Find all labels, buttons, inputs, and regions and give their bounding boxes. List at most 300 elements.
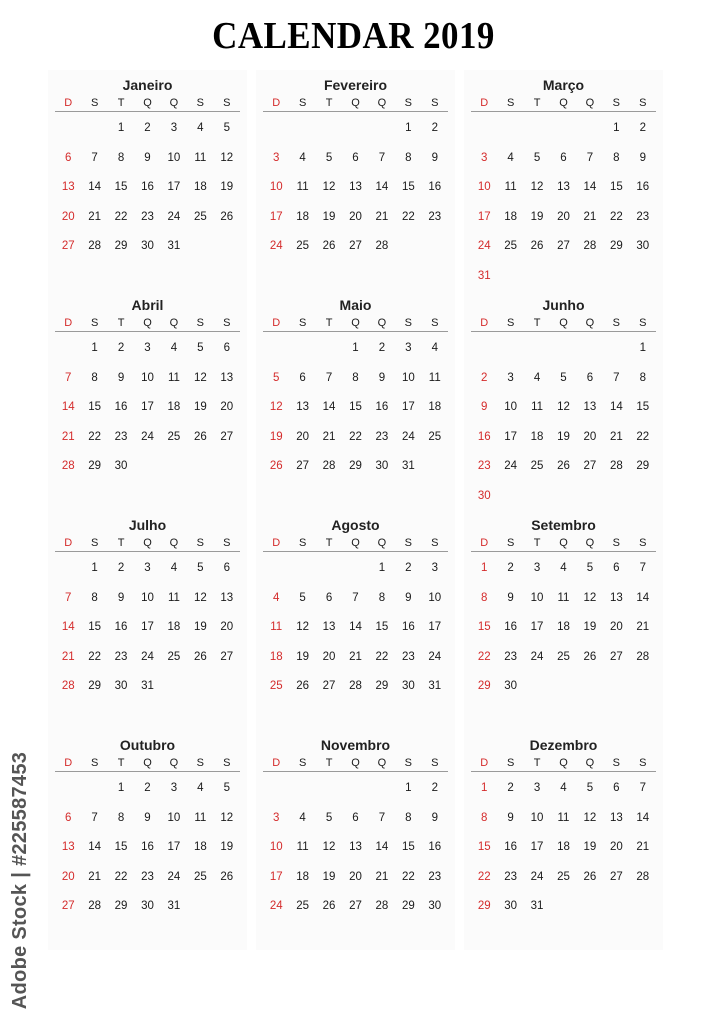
weekday-label: Q (585, 317, 595, 329)
week-row (471, 452, 656, 482)
day-cell: 17 (269, 210, 283, 223)
weekday-label: S (196, 537, 205, 549)
day-cell: 28 (61, 680, 75, 692)
day-cell: 21 (88, 210, 102, 223)
day-cell: 1 (352, 342, 359, 354)
day-cell: 2 (507, 562, 514, 574)
day-cell: 5 (586, 562, 594, 574)
day-cell: 7 (586, 151, 594, 164)
weekday-label: S (196, 97, 205, 109)
week-row (55, 672, 240, 702)
day-cell: 23 (636, 210, 650, 223)
day-cell: 27 (296, 460, 310, 472)
day-cell: 20 (609, 621, 623, 633)
day-cell: 18 (193, 841, 207, 853)
empty-cell (55, 334, 81, 364)
week-row (263, 114, 448, 144)
day-cell: 17 (401, 401, 415, 413)
day-cell: 28 (636, 650, 650, 663)
day-cell: 9 (378, 371, 386, 384)
day-cell: 17 (428, 621, 442, 633)
day-cell: 27 (349, 240, 362, 252)
day-cell: 30 (141, 900, 154, 912)
day-cell: 14 (322, 401, 336, 413)
empty-cell (550, 114, 576, 144)
day-cell: 24 (401, 430, 415, 443)
day-cell: 13 (322, 621, 336, 633)
weekday-label: D (272, 317, 281, 329)
day-cell: 30 (504, 900, 518, 912)
weekday-label: D (480, 537, 489, 549)
day-cell: 18 (167, 401, 181, 413)
week-row (471, 203, 656, 233)
empty-cell (577, 334, 603, 364)
day-cell: 21 (349, 650, 362, 663)
day-cell: 27 (609, 870, 623, 883)
weekday-label: T (117, 317, 125, 329)
day-cell: 22 (636, 430, 650, 443)
day-cell: 29 (114, 900, 128, 912)
week-row (471, 232, 656, 262)
weekday-label: T (533, 97, 541, 109)
week-row (471, 334, 656, 364)
day-cell: 29 (636, 460, 650, 472)
day-cell: 17 (504, 430, 518, 443)
weekday-label: S (431, 97, 439, 109)
day-cell: 23 (428, 870, 442, 883)
day-cell: 13 (220, 371, 234, 384)
week-row (55, 892, 240, 922)
day-cell: 8 (117, 811, 125, 824)
day-cell: 26 (296, 680, 310, 692)
day-cell: 22 (609, 210, 623, 223)
week-row (471, 554, 656, 584)
weekday-label: Q (585, 97, 595, 109)
day-cell: 3 (144, 562, 151, 574)
day-cell: 25 (193, 210, 207, 223)
weekday-label: S (431, 317, 439, 329)
day-cell: 13 (349, 841, 362, 853)
month-name: Junho (542, 297, 585, 313)
weekday-header (263, 535, 448, 552)
day-cell: 14 (636, 591, 650, 604)
day-cell: 9 (431, 811, 438, 824)
week-row (55, 114, 240, 144)
day-cell: 5 (197, 562, 204, 574)
day-cell: 20 (61, 870, 75, 883)
day-cell: 30 (477, 489, 491, 502)
day-cell: 30 (401, 680, 415, 692)
day-cell: 2 (507, 782, 514, 794)
empty-cell (497, 334, 523, 364)
weekday-label: S (506, 317, 515, 329)
day-cell: 21 (636, 841, 650, 853)
day-cell: 18 (296, 870, 310, 883)
day-cell: 20 (557, 210, 570, 223)
day-cell: 4 (560, 562, 567, 574)
day-cell: 27 (349, 900, 362, 912)
day-cell: 24 (167, 870, 181, 883)
day-cell: 3 (170, 122, 178, 134)
day-cell: 3 (533, 782, 541, 794)
day-cell: 28 (375, 900, 389, 912)
day-cell: 16 (504, 841, 518, 853)
week-row (263, 203, 448, 233)
day-cell: 1 (378, 562, 386, 574)
day-cell: 1 (481, 562, 488, 574)
day-cell: 3 (507, 371, 514, 384)
day-cell: 22 (88, 650, 102, 663)
day-cell: 7 (639, 782, 646, 794)
day-cell: 31 (530, 900, 544, 912)
day-cell: 17 (477, 210, 491, 223)
day-cell: 6 (65, 811, 72, 824)
week-row (471, 672, 656, 702)
weekday-label: D (480, 317, 489, 329)
day-cell: 21 (583, 210, 597, 223)
day-cell: 10 (428, 591, 442, 604)
weekday-label: Q (143, 537, 152, 549)
weekday-label: Q (559, 317, 568, 329)
day-cell: 17 (141, 401, 154, 413)
weekday-label: S (298, 97, 307, 109)
day-cell: 29 (349, 460, 362, 472)
weekday-label: S (404, 757, 413, 769)
day-cell: 12 (296, 621, 310, 633)
day-cell: 17 (141, 621, 154, 633)
weekday-label: S (196, 317, 205, 329)
day-cell: 5 (560, 371, 567, 384)
day-cell: 18 (428, 401, 442, 413)
day-cell: 7 (613, 371, 620, 384)
week-row (471, 482, 656, 512)
weekday-label: D (272, 97, 281, 109)
day-cell: 5 (325, 151, 333, 164)
weekday-label: S (223, 97, 231, 109)
day-cell: 17 (530, 841, 544, 853)
day-cell: 19 (322, 210, 336, 223)
weekday-label: S (90, 537, 99, 549)
day-cell: 19 (296, 650, 310, 663)
day-cell: 6 (325, 591, 333, 604)
weekday-header (55, 755, 240, 772)
day-cell: 22 (349, 430, 362, 443)
weekday-label: S (223, 317, 231, 329)
day-cell: 7 (91, 151, 98, 164)
week-row (263, 393, 448, 423)
day-cell: 8 (405, 811, 412, 824)
day-cell: 25 (504, 240, 518, 252)
day-cell: 1 (481, 782, 488, 794)
day-cell: 2 (144, 782, 151, 794)
day-cell: 8 (352, 371, 359, 384)
day-cell: 1 (613, 122, 620, 134)
day-cell: 7 (639, 562, 646, 574)
weekday-label: S (431, 537, 439, 549)
day-cell: 29 (401, 900, 415, 912)
empty-cell (289, 334, 315, 364)
month-dezembro (464, 730, 663, 950)
day-cell: 23 (375, 430, 389, 443)
day-cell: 11 (504, 181, 517, 193)
day-cell: 13 (220, 591, 234, 604)
day-cell: 3 (144, 342, 151, 354)
day-cell: 23 (504, 870, 518, 883)
weekday-label: S (506, 97, 515, 109)
day-cell: 11 (194, 811, 207, 824)
month-junho (464, 290, 663, 510)
day-cell: 15 (88, 621, 102, 633)
weekday-label: T (325, 97, 333, 109)
weekday-label: T (325, 537, 333, 549)
day-cell: 10 (401, 371, 415, 384)
day-cell: 6 (613, 562, 620, 574)
day-cell: 6 (223, 342, 230, 354)
day-cell: 15 (401, 181, 415, 193)
day-cell: 5 (273, 371, 280, 384)
week-row (55, 554, 240, 584)
day-cell: 31 (167, 900, 181, 912)
day-cell: 28 (636, 870, 650, 883)
day-cell: 4 (533, 371, 541, 384)
day-cell: 12 (322, 181, 336, 193)
day-cell: 11 (557, 591, 570, 604)
day-cell: 22 (401, 870, 415, 883)
day-cell: 12 (193, 371, 207, 384)
day-cell: 19 (583, 621, 597, 633)
day-cell: 18 (193, 181, 207, 193)
day-cell: 23 (504, 650, 518, 663)
day-cell: 15 (114, 181, 128, 193)
day-cell: 10 (141, 591, 154, 604)
day-cell: 18 (504, 210, 518, 223)
weekday-label: S (431, 757, 439, 769)
day-cell: 21 (61, 650, 75, 663)
day-cell: 2 (405, 562, 412, 574)
day-cell: 15 (114, 841, 128, 853)
day-cell: 22 (114, 870, 128, 883)
day-cell: 3 (481, 151, 488, 164)
weekday-label: S (90, 757, 99, 769)
weekday-label: S (298, 757, 307, 769)
day-cell: 13 (583, 401, 597, 413)
day-cell: 19 (269, 430, 283, 443)
weekday-label: S (506, 757, 515, 769)
day-cell: 26 (557, 460, 570, 472)
week-row (55, 833, 240, 863)
day-cell: 2 (639, 122, 646, 134)
empty-cell (81, 774, 107, 804)
day-cell: 4 (507, 151, 514, 164)
day-cell: 7 (378, 151, 386, 164)
day-cell: 23 (477, 460, 491, 472)
day-cell: 13 (349, 181, 362, 193)
day-cell: 14 (88, 841, 102, 853)
day-cell: 9 (639, 151, 646, 164)
week-row (55, 364, 240, 394)
week-row (471, 833, 656, 863)
weekday-label: Q (585, 757, 595, 769)
day-cell: 30 (375, 460, 389, 472)
month-name: Dezembro (529, 737, 598, 753)
weekday-header (471, 315, 656, 332)
day-cell: 3 (431, 562, 438, 574)
weekday-label: Q (169, 317, 179, 329)
day-cell: 25 (167, 650, 181, 663)
day-cell: 4 (431, 342, 438, 354)
empty-cell (316, 114, 342, 144)
day-cell: 16 (636, 181, 650, 193)
day-cell: 10 (530, 591, 544, 604)
day-cell: 8 (613, 151, 620, 164)
empty-cell (81, 114, 107, 144)
day-cell: 2 (144, 122, 151, 134)
week-row (55, 334, 240, 364)
week-row (55, 613, 240, 643)
day-cell: 15 (609, 181, 623, 193)
day-cell: 5 (223, 782, 230, 794)
day-cell: 20 (583, 430, 597, 443)
day-cell: 12 (530, 181, 544, 193)
weekday-label: Q (585, 537, 595, 549)
day-cell: 28 (583, 240, 597, 252)
weekday-label: T (117, 537, 125, 549)
day-cell: 9 (144, 151, 151, 164)
day-cell: 23 (114, 430, 128, 443)
day-cell: 4 (299, 811, 306, 824)
weekday-header (55, 535, 240, 552)
day-cell: 13 (61, 181, 75, 193)
day-cell: 25 (530, 460, 544, 472)
empty-cell (471, 334, 497, 364)
day-cell: 30 (428, 900, 442, 912)
empty-cell (497, 114, 523, 144)
day-cell: 21 (88, 870, 102, 883)
day-cell: 24 (141, 650, 154, 663)
month-name: Março (542, 77, 585, 93)
day-cell: 24 (167, 210, 181, 223)
day-cell: 18 (530, 430, 544, 443)
weekday-label: S (404, 537, 413, 549)
week-row (263, 173, 448, 203)
weekday-label: Q (559, 97, 568, 109)
empty-cell (263, 334, 289, 364)
day-cell: 26 (583, 650, 597, 663)
day-cell: 16 (141, 841, 154, 853)
day-cell: 22 (114, 210, 128, 223)
day-cell: 13 (557, 181, 570, 193)
day-cell: 4 (170, 342, 178, 354)
month-agosto (256, 510, 455, 730)
day-cell: 26 (193, 430, 207, 443)
weekday-label: S (639, 317, 647, 329)
day-cell: 19 (193, 621, 207, 633)
day-cell: 21 (609, 430, 623, 443)
month-maio (256, 290, 455, 510)
day-cell: 8 (378, 591, 386, 604)
week-row (263, 423, 448, 453)
week-row (55, 393, 240, 423)
weekday-label: T (533, 537, 541, 549)
day-cell: 20 (349, 870, 362, 883)
day-cell: 8 (117, 151, 125, 164)
empty-cell (524, 334, 550, 364)
day-cell: 24 (141, 430, 154, 443)
day-cell: 9 (117, 591, 125, 604)
weekday-label: S (612, 97, 621, 109)
day-cell: 30 (114, 680, 128, 692)
weekday-label: Q (559, 757, 568, 769)
day-cell: 5 (223, 122, 230, 134)
day-cell: 2 (431, 122, 438, 134)
day-cell: 27 (61, 900, 75, 912)
week-row (263, 584, 448, 614)
day-cell: 6 (299, 371, 306, 384)
day-cell: 25 (193, 870, 207, 883)
day-cell: 1 (639, 342, 646, 354)
week-row (471, 892, 656, 922)
day-cell: 24 (477, 240, 491, 252)
week-row (471, 262, 656, 292)
day-cell: 25 (557, 650, 570, 663)
day-cell: 2 (378, 342, 386, 354)
stock-watermark (6, 751, 36, 1009)
empty-cell (369, 114, 395, 144)
day-cell: 27 (220, 430, 234, 443)
week-row (263, 334, 448, 364)
day-cell: 23 (141, 210, 154, 223)
weekday-label: S (404, 97, 413, 109)
day-cell: 17 (269, 870, 283, 883)
weekday-label: Q (143, 97, 152, 109)
day-cell: 24 (269, 240, 283, 252)
weekday-label: Q (351, 317, 360, 329)
day-cell: 28 (609, 460, 623, 472)
day-cell: 15 (401, 841, 415, 853)
month-janeiro (48, 70, 247, 290)
day-cell: 13 (609, 811, 623, 824)
day-cell: 5 (586, 782, 594, 794)
week-row (471, 114, 656, 144)
weekday-header (471, 535, 656, 552)
day-cell: 23 (401, 650, 415, 663)
day-cell: 1 (91, 562, 98, 574)
day-cell: 24 (269, 900, 283, 912)
day-cell: 11 (194, 151, 207, 164)
day-cell: 13 (296, 401, 310, 413)
day-cell: 28 (61, 460, 75, 472)
weekday-label: Q (169, 537, 179, 549)
day-cell: 15 (636, 401, 650, 413)
day-cell: 25 (428, 430, 442, 443)
day-cell: 22 (88, 430, 102, 443)
weekday-label: Q (377, 317, 387, 329)
day-cell: 12 (220, 151, 234, 164)
day-cell: 29 (477, 680, 491, 692)
day-cell: 6 (352, 811, 359, 824)
day-cell: 17 (167, 181, 181, 193)
empty-cell (263, 114, 289, 144)
day-cell: 21 (636, 621, 650, 633)
day-cell: 7 (91, 811, 98, 824)
day-cell: 2 (431, 782, 438, 794)
week-row (263, 833, 448, 863)
day-cell: 12 (583, 591, 597, 604)
day-cell: 4 (299, 151, 306, 164)
weekday-label: T (117, 757, 125, 769)
month-name: Maio (339, 297, 372, 313)
day-cell: 14 (349, 621, 362, 633)
